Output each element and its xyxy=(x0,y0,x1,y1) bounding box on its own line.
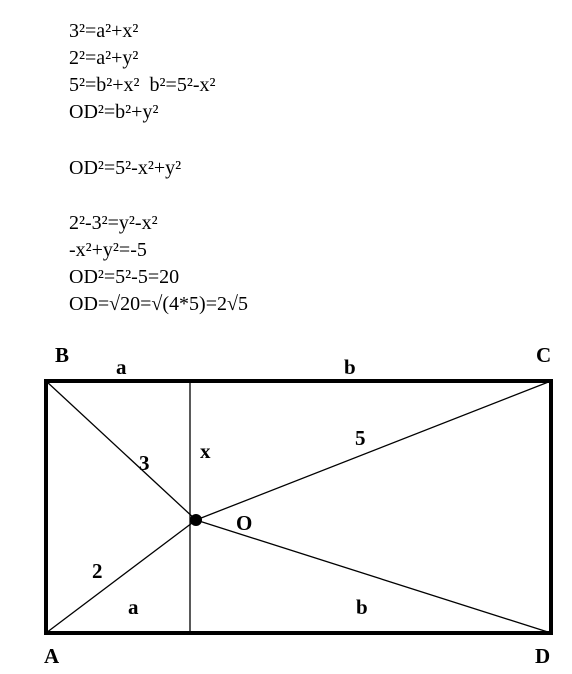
bottom-right-segment-label: b xyxy=(356,595,368,619)
point-o-label: O xyxy=(236,511,253,535)
equation-line-7: -x²+y²=-5 xyxy=(69,239,147,261)
top-left-segment-label: a xyxy=(116,355,127,379)
vertical-segment-label: x xyxy=(200,439,211,463)
segment-oa xyxy=(46,520,196,633)
equation-line-4: OD²=b²+y² xyxy=(69,101,159,123)
bottom-left-segment-label: a xyxy=(128,595,139,619)
ob-length-label: 3 xyxy=(139,451,150,475)
segment-oc xyxy=(196,381,551,520)
oc-length-label: 5 xyxy=(355,426,366,450)
segment-ob xyxy=(46,381,196,520)
equation-line-2: 2²=a²+y² xyxy=(69,47,139,69)
segment-od xyxy=(196,520,551,633)
point-o-dot xyxy=(190,514,202,526)
vertex-d-label: D xyxy=(535,644,551,668)
oa-length-label: 2 xyxy=(92,559,103,583)
equation-line-5: OD²=5²-x²+y² xyxy=(69,157,182,179)
equation-line-8: OD²=5²-5=20 xyxy=(69,266,180,288)
vertex-a-label: A xyxy=(44,644,60,668)
equation-line-9: OD=√20=√(4*5)=2√5 xyxy=(69,293,248,315)
top-right-segment-label: b xyxy=(344,355,356,379)
rectangle-abcd xyxy=(46,381,551,633)
vertex-b-label: B xyxy=(55,343,70,367)
equation-line-6: 2²-3²=y²-x² xyxy=(69,212,158,234)
equation-line-3: 5²=b²+x² b²=5²-x² xyxy=(69,74,216,96)
vertex-c-label: C xyxy=(536,343,552,367)
equation-line-1: 3²=a²+x² xyxy=(69,20,139,42)
